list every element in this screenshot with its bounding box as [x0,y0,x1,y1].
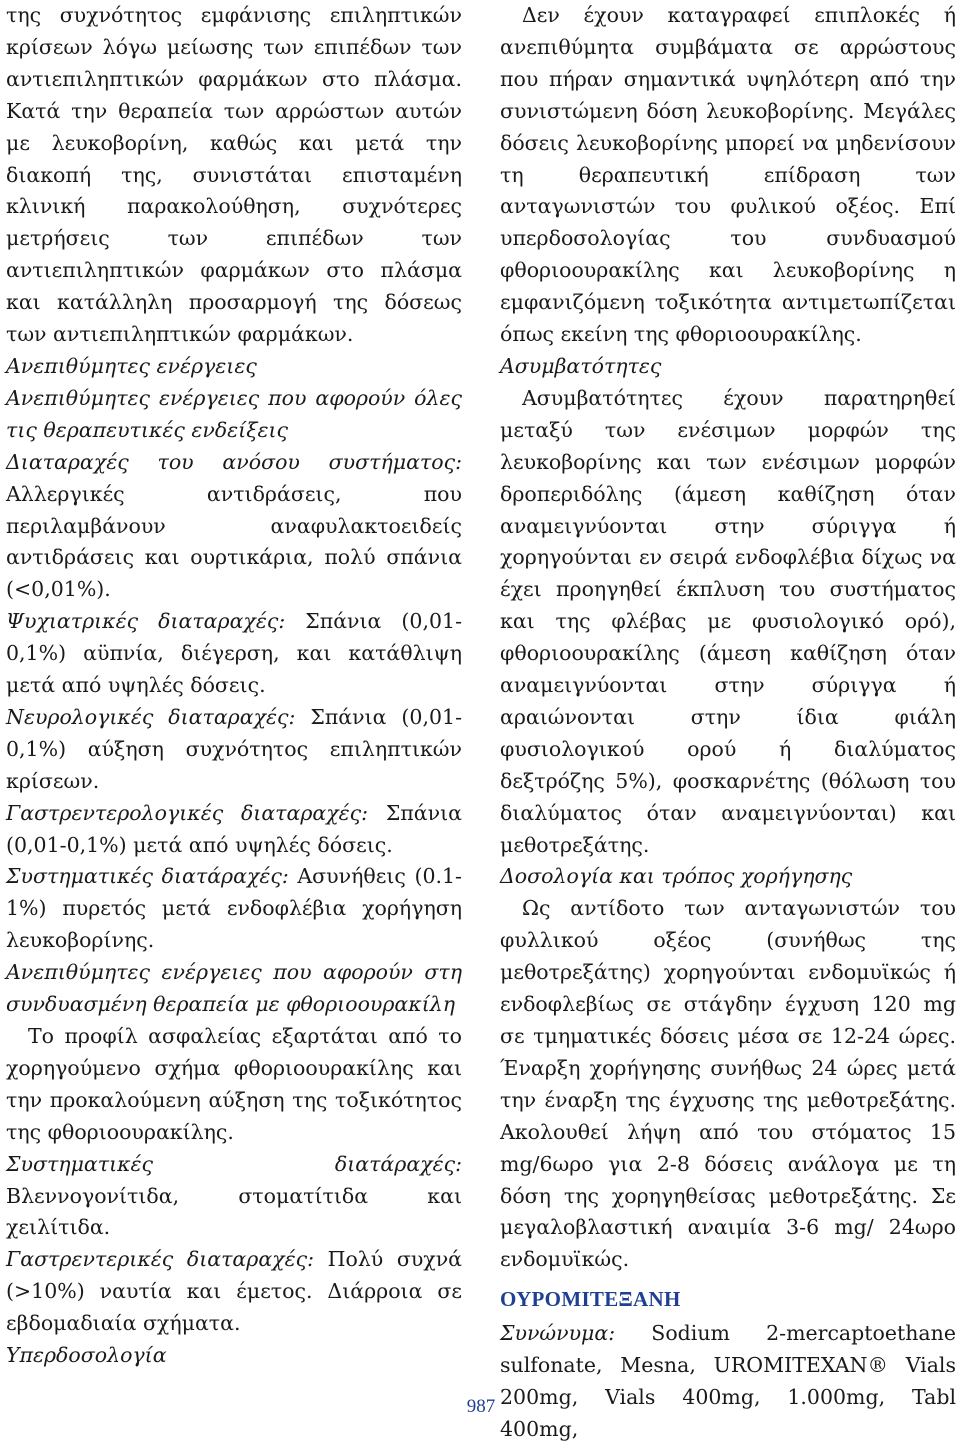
page-number: 987 [466,1396,496,1417]
paragraph: της συχνότητος εμφάνισης επιληπτικών κρίσεων λόγω μείωσης των επιπέδων των αντιεπιληπτικών φαρμάκων στο πλάσμα. Κατά την θεραπεία των αρρώστων αυτών με λευκοβορίνη, καθώς και μετά την διακοπή της, συνιστάται επισταμένη κλινική παρακολούθηση, συχνότερες μετρήσεις των επιπέδων των αντιεπιληπτικών φαρμάκων στο πλάσμα και κατάλληλη προσαρμογή της δόσεως των αντιεπιληπτικών φαρμάκων. [6,3,462,347]
paragraph-text: Πολύ συχνά (>10%) ναυτία και έμετος. Διάρροια σε εβδομαδιαία σχήματα. [6,1247,463,1336]
paragraph-text: Ασυνήθεις (0.1-1%) πυρετός μετά ενδοφλέβια χορήγηση λευκοβορίνης. [6,864,462,953]
paragraph [6,1244,462,1340]
paragraph-label: Συστηματικές διατάραχές: [6,1151,462,1176]
paragraph [6,702,462,798]
paragraph-label: Γαστρεντερολογικές διαταραχές: [6,800,369,825]
paragraph-text: Sodium 2-mercaptoethane sulfonate, Mesna, UROMITEXAN® Vials 200mg, Vials 400mg, 1.000mg, Tabl 400mg, [500,1321,956,1441]
paragraph-label: Γαστρεντερικές διαταραχές: [6,1247,314,1272]
subsection-heading: Ανεπιθύμητες ενέργειες που αφορούν όλες τις θεραπευτικές ενδείξεις [6,385,462,442]
paragraph [6,447,462,607]
paragraph-text: Βλεννογονίτιδα, στοματίτιδα και χειλίτιδα. [6,1183,462,1240]
paragraph-text: Αλλεργικές αντιδράσεις, που περιλαμβάνουν αναφυλακτοειδείς αντιδράσεις και ουρτικάρια, πολύ σπάνια (<0,01%). [6,481,462,602]
subsection-heading: Ανεπιθύμητες ενέργειες που αφορούν στη συνδυασμένη θεραπεία με φθοριοουρακίλη [6,960,462,1017]
paragraph-text: Σπάνια (0,01-0,1%) αύξηση συχνότητος επιληπτικών κρίσεων. [6,704,462,793]
section-heading: Δοσολογία και τρόπος χορήγησης [500,864,853,889]
right-column [500,0,956,1446]
paragraph [6,798,462,862]
section-heading: Ανεπιθύμητες ενέργειες [6,353,257,378]
section-heading: Υπερδοσολογία [6,1343,167,1368]
paragraph-text: Σπάνια (0,01-0,1%) μετά από υψηλές δόσεις. [6,800,462,857]
section-heading: Ασυμβατότητες [500,353,662,378]
paragraph: Ως αντίδοτο των ανταγωνιστών του φυλλικού οξέος (συνήθως της μεθοτρεξάτης) χορηγούνται ενδομυϊκώς ή ενδοφλεβίως σε στάγδην έγχυση 120 mg σε τμηματικές δόσεις μέσα σε 12-24 ώρες. Έναρξη χορήγησης συνήθως 24 ώρες μετά την έναρξη της έγχυσης της μεθοτρεξάτης. Ακολουθεί λήψη από του στόματος 15 mg/6ωρο για 2-8 δόσεις ανάλογα με τη δόση της χορηγηθείσας μεθοτρεξάτης. Σε μεγαλοβλαστική αναιμία 3-6 mg/ 24ωρο ενδομυϊκώς. [500,896,956,1272]
paragraph-label: Συστηματικές διατάραχές: [6,864,289,889]
paragraph: Δεν έχουν καταγραφεί επιπλοκές ή ανεπιθύμητα συμβάματα σε αρρώστους που πήραν σημαντικά υψηλότερη από την συνιστώμενη δόση λευκοβορίνης. Μεγάλες δόσεις λευκοβορίνης μπορεί να μηδενίσουν τη θεραπευτική επίδραση των ανταγωνιστών του φυλικού οξέος. Επί υπερδοσολογίας του συνδυασμού φθοριοουρακίλης και λευκοβορίνης η εμφανιζόμενη τοξικότητα αντιμετωπίζεται όπως εκείνη της φθοριοουρακίλης. [500,3,956,347]
paragraph: Το προφίλ ασφαλείας εξαρτάται από το χορηγούμενο σχήμα φθοριοουρακίλης και την προκαλούμενη αύξηση της τοξικότητος της φθοριοουρακίλης. [6,1024,462,1144]
paragraph-text: Σπάνια (0,01-0,1%) αϋπνία, διέγερση, και κατάθλιψη μετά από υψηλές δόσεις. [6,609,462,698]
paragraph-label: Συνώνυμα: [500,1321,616,1346]
paragraph [6,1149,462,1245]
paragraph-label: Ψυχιατρικές διαταραχές: [6,609,286,634]
paragraph-label: Διαταραχές του ανόσου συστήματος: [6,449,462,474]
paragraph [6,606,462,702]
paragraph [6,861,462,957]
drug-title: ΟΥΡΟΜΙΤΕΞΑΝΗ [500,1287,681,1312]
paragraph: Ασυμβατότητες έχουν παρατηρηθεί μεταξύ των ενέσιμων μορφών της λευκοβορίνης και των ενέσιμων μορφών δροπεριδόλης (άμεση καθίζηση όταν αναμειγνύονται στην σύριγγα ή χορηγούνται εν σειρά ενδοφλέβια δίχως να έχει προηγηθεί έκπλυση του συστήματος και της φλέβας με φυσιολογικό ορό), φθοριοουρακίλης (άμεση καθίζηση όταν αναμειγνύονται στην σύριγγα ή αραιώνονται στην ίδια φιάλη φυσιολογικού ορού ή διαλύματος δεξτρόζης 5%), φοσκαρνέτης (θόλωση του διαλύματος όταν αναμειγνύονται) και μεθοτρεξάτης. [500,385,956,857]
paragraph [500,1318,956,1446]
left-column [6,0,462,1372]
paragraph-label: Νευρολογικές διαταραχές: [6,704,296,729]
